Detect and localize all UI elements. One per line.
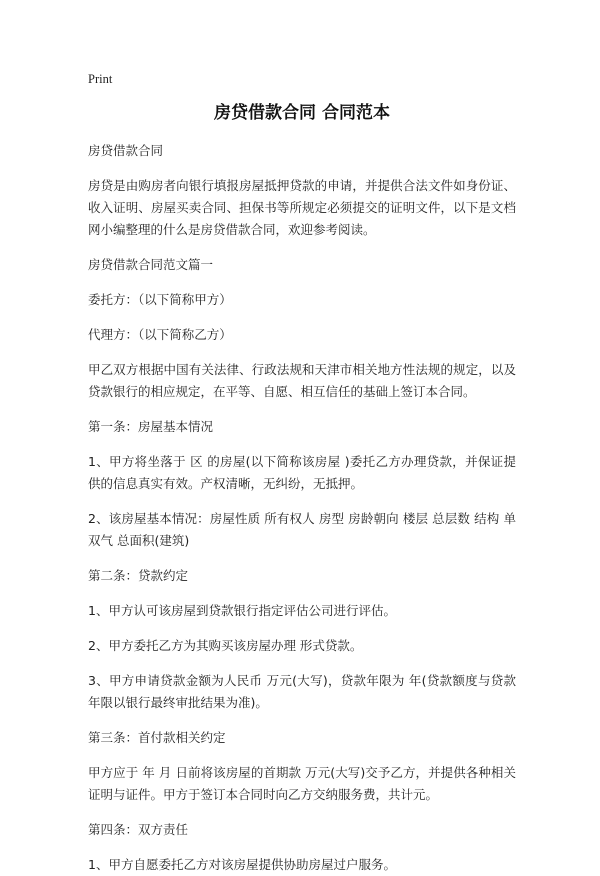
article-2-clause-1: 1、甲方认可该房屋到贷款银行指定评估公司进行评估。 xyxy=(88,603,396,618)
paragraph-heading-contract: 房贷借款合同 xyxy=(88,143,164,158)
document-title: 房贷借款合同 合同范本 xyxy=(214,103,390,123)
paragraph-principal: 委托方：（以下简称甲方） xyxy=(88,292,232,307)
article-2-heading: 第二条：贷款约定 xyxy=(88,568,189,583)
article-1-clause-1: 1、甲方将坐落于 区 的房屋(以下简称该房屋 )委托乙方办理贷款，并保证提供的信息真实有效。产权清晰，无纠纷，无抵押。 xyxy=(88,454,516,491)
paragraph-intro: 房贷是由购房者向银行填报房屋抵押贷款的申请，并提供合法文件如身份证、收入证明、房屋买卖合同、担保书等所规定必须提交的证明文件，以下是文档网小编整理的什么是房贷借款合同，欢迎参考阅读。 xyxy=(88,178,516,237)
paragraph-agent: 代理方：（以下简称乙方） xyxy=(88,327,232,342)
article-1-heading: 第一条：房屋基本情况 xyxy=(88,419,214,434)
article-3-body: 甲方应于 年 月 日前将该房屋的首期款 万元(大写)交予乙方，并提供各种相关证明与证件。甲方于签订本合同时向乙方交纳服务费，共计元。 xyxy=(88,765,516,802)
article-2-clause-2: 2、甲方委托乙方为其购买该房屋办理 形式贷款。 xyxy=(88,638,363,653)
article-4-heading: 第四条：双方责任 xyxy=(88,822,189,837)
article-3-heading: 第三条：首付款相关约定 xyxy=(88,730,226,745)
article-2-clause-3: 3、甲方申请贷款金额为人民币 万元(大写)，贷款年限为 年(贷款额度与贷款年限以银行最终审批结果为准)。 xyxy=(88,673,516,710)
paragraph-sample-title: 房贷借款合同范文篇一 xyxy=(88,257,214,272)
paragraph-preamble: 甲乙双方根据中国有关法律、行政法规和天津市相关地方性法规的规定，以及贷款银行的相应规定，在平等、自愿、相互信任的基础上签订本合同。 xyxy=(88,362,516,399)
print-link[interactable]: Print xyxy=(88,72,113,86)
article-1-clause-2: 2、该房屋基本情况：房屋性质 所有权人 房型 房龄朝向 楼层 总层数 结构 单双气 总面积(建筑) xyxy=(88,511,516,548)
article-4-clause-1: 1、甲方自愿委托乙方对该房屋提供协助房屋过户服务。 xyxy=(88,857,396,872)
